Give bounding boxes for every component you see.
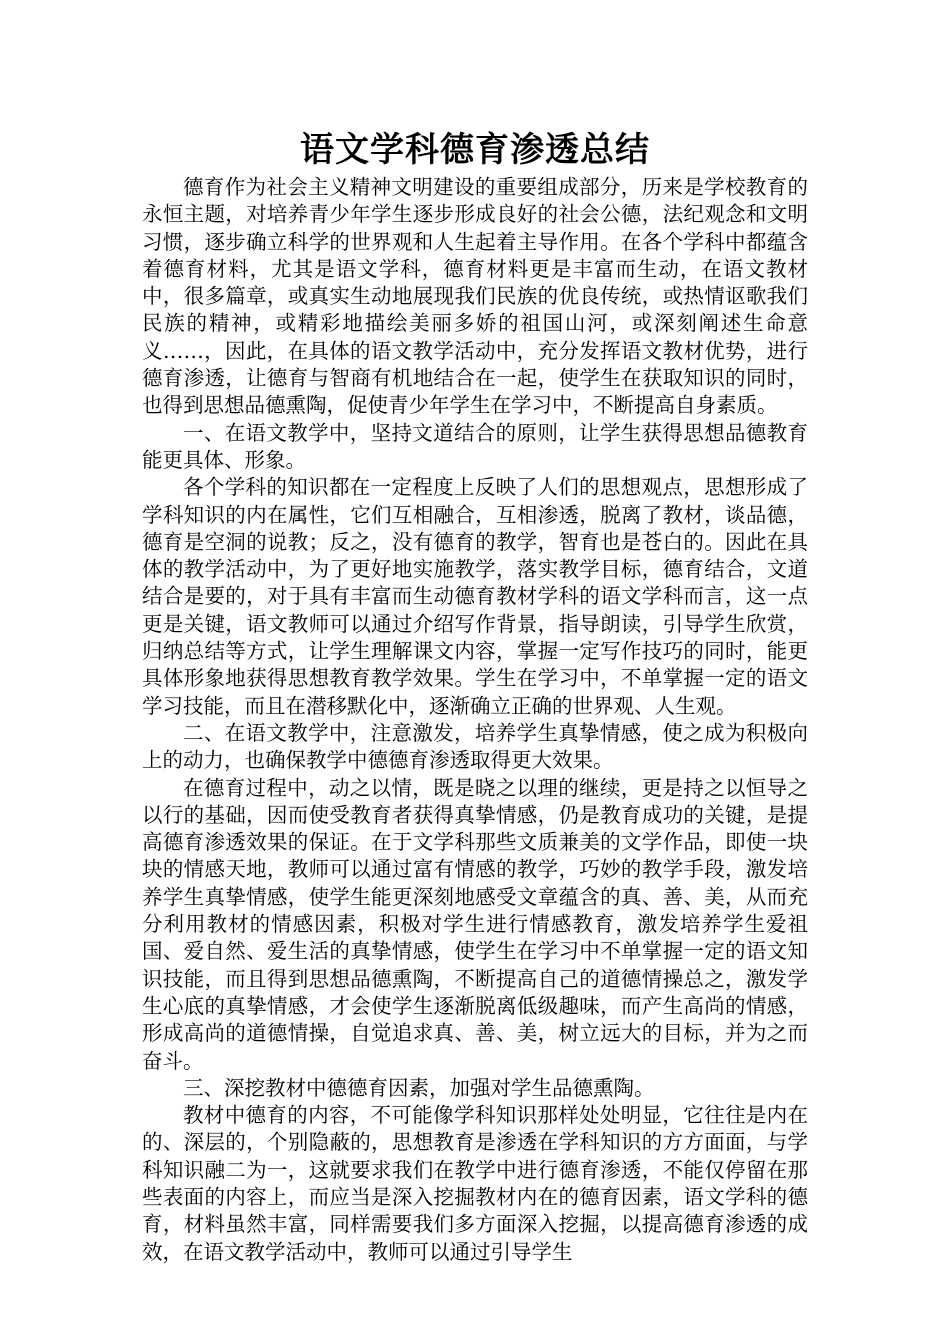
paragraph-intro: 德育作为社会主义精神文明建设的重要组成部分，历来是学校教育的永恒主题，对培养青少年学生逐步形成良好的社会公德，法纪观念和文明习惯，逐步确立科学的世界观和人生起着主导作用。在各个学科中都蕴含着德育材料，尤其是语文学科，德育材料更是丰富而生动，在语文教材中，很多篇章，或真实生动地展现我们民族的优良传统，或热情讴歌我们民族的精神，或精彩地描绘美丽多娇的祖国山河，或深刻阐述生命意义……，因此，在具体的语文教学活动中，充分发挥语文教材优势，进行德育渗透，让德育与智商有机地结合在一起，使学生在获取知识的同时，也得到思想品德熏陶，促使青少年学生在学习中，不断提高自身素质。 [142, 175, 808, 418]
document-title: 语文学科德育渗透总结 [300, 130, 650, 170]
paragraph-section-2: 在德育过程中，动之以情，既是晓之以理的继续，更是持之以恒导之以行的基础，因而使受教育者获得真挚情感，仍是教育成功的关键，是提高德育渗透效果的保证。在于文学科那些文质兼美的文学作品，即使一块块的情感天地，教师可以通过富有情感的教学，巧妙的教学手段，激发培养学生真挚情感，使学生能更深刻地感受文章蕴含的真、善、美，从而充分利用教材的情感因素，积极对学生进行情感教育，激发培养学生爱祖国、爱自然、爱生活的真挚情感，使学生在学习中不单掌握一定的语文知识技能，而且得到思想品德熏陶，不断提高自己的道德情操总之，激发学生心底的真挚情感，才会使学生逐渐脱离低级趣味，而产生高尚的情感，形成高尚的道德情操，自觉追求真、善、美，树立远大的目标，并为之而奋斗。 [142, 775, 808, 1073]
paragraph-section-1: 各个学科的知识都在一定程度上反映了人们的思想观点，思想形成了学科知识的内在属性，它们互相融合，互相渗透，脱离了教材，谈品德，德育是空洞的说教；反之，没有德育的教学，智育也是苍白的。因此在具体的教学活动中，为了更好地实施教学，落实教学目标，德育结合，文道结合是要的，对于具有丰富而生动德育教材学科的语文学科而言，这一点更是关键，语文教师可以通过介绍写作背景，指导朗读，引导学生欣赏，归纳总结等方式，让学生理解课文内容，掌握一定写作技巧的同时，能更具体形象地获得思想教育教学效果。学生在学习中，不单掌握一定的语文学习技能，而且在潜移默化中，逐渐确立正确的世界观、人生观。 [142, 475, 808, 718]
section-heading-2: 二、在语文教学中，注意激发，培养学生真挚情感，使之成为积极向上的动力，也确保教学中德德育渗透取得更大效果。 [142, 720, 808, 773]
paragraph-section-3: 教材中德育的内容，不可能像学科知识那样处处明显，它往往是内在的、深层的，个别隐蔽的，思想教育是渗透在学科知识的方方面面，与学科知识融二为一，这就要求我们在教学中进行德育渗透，不能仅停留在那些表面的内容上，而应当是深入挖掘教材内在的德育因素，语文学科的德育，材料虽然丰富，同样需要我们多方面深入挖掘，以提高德育渗透的成效，在语文教学活动中，教师可以通过引导学生 [142, 1103, 808, 1264]
section-heading-3: 三、深挖教材中德德育因素，加强对学生品德熏陶。 [183, 1075, 655, 1100]
document-body [142, 174, 808, 1266]
section-heading-1: 一、在语文教学中，坚持文道结合的原则，让学生获得思想品德教育能更具体、形象。 [142, 420, 808, 472]
